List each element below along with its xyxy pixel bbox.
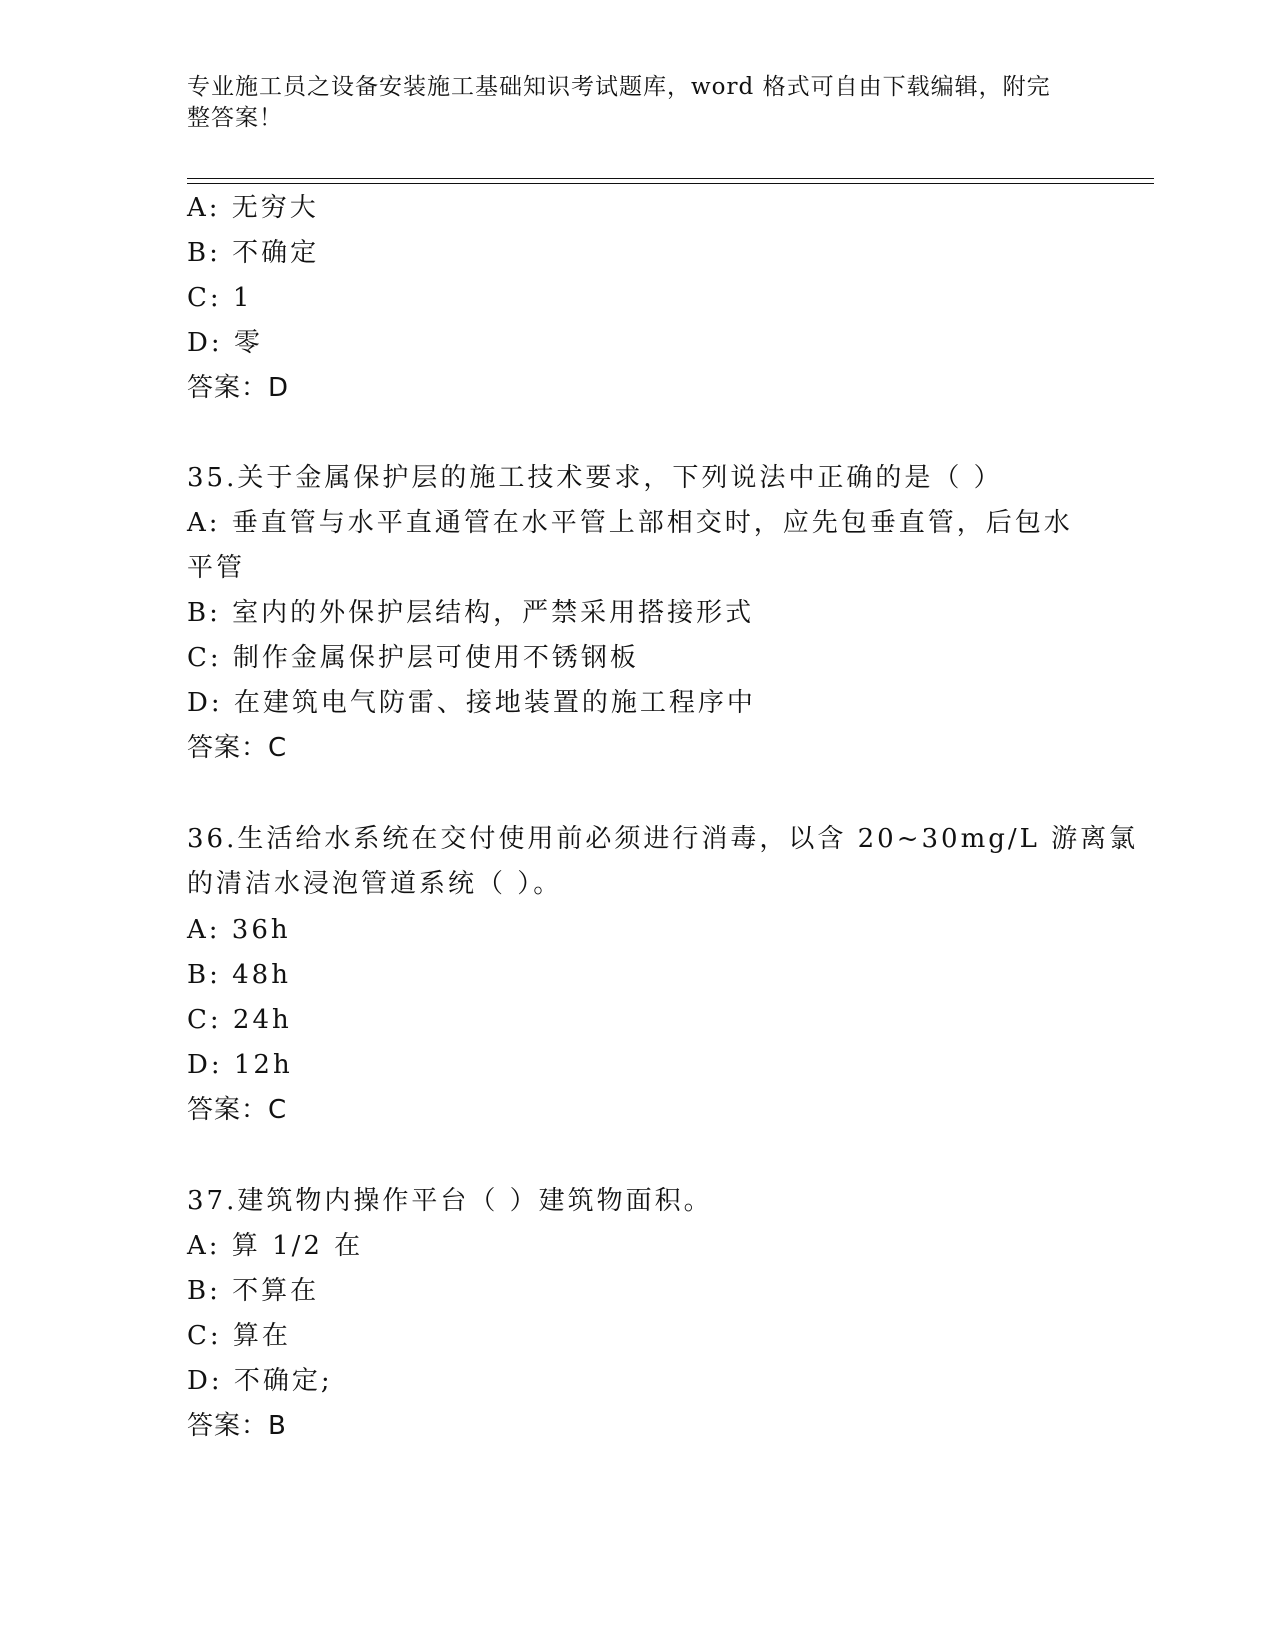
q37-question: 37.建筑物内操作平台（ ）建筑物面积。 <box>187 1186 713 1216</box>
q34-option-b: B: 不确定 <box>187 238 320 268</box>
q35-option-d: D: 在建筑电气防雷、接地装置的施工程序中 <box>187 688 756 718</box>
header-line-2: 整答案！ <box>187 105 283 131</box>
q34-option-d: D: 零 <box>187 328 263 358</box>
q37-option-b: B: 不算在 <box>187 1276 320 1306</box>
header-line-1: 专业施工员之设备安装施工基础知识考试题库，word 格式可自由下载编辑，附完 <box>187 74 1051 100</box>
header-divider-top <box>187 178 1154 179</box>
q35-option-b: B: 室内的外保护层结构，严禁采用搭接形式 <box>187 598 755 628</box>
document-header <box>187 72 1077 134</box>
q35-option-a-line1: A: 垂直管与水平直通管在水平管上部相交时，应先包垂直管，后包水 <box>187 508 1073 538</box>
q34-answer: 答案：D <box>187 373 290 403</box>
q36-question-line2: 的清洁水浸泡管道系统（ ）。 <box>187 869 563 899</box>
q34-option-c: C: 1 <box>187 283 253 313</box>
q36-question-line1: 36.生活给水系统在交付使用前必须进行消毒，以含 20~30mg/L 游离氯 <box>187 824 1139 854</box>
q36-answer: 答案：C <box>187 1095 288 1125</box>
q37-answer: 答案：B <box>187 1411 287 1441</box>
q36-option-b: B: 48h <box>187 960 291 990</box>
q35-question: 35.关于金属保护层的施工技术要求，下列说法中正确的是（ ） <box>187 463 1003 493</box>
q37-option-d: D: 不确定; <box>187 1366 333 1396</box>
q34-option-a: A: 无穷大 <box>187 193 319 223</box>
q36-option-a: A: 36h <box>187 915 291 945</box>
q36-option-d: D: 12h <box>187 1050 293 1080</box>
q36-option-c: C: 24h <box>187 1005 292 1035</box>
q35-option-c: C: 制作金属保护层可使用不锈钢板 <box>187 643 639 673</box>
q37-option-c: C: 算在 <box>187 1321 291 1351</box>
q37-option-a: A: 算 1/2 在 <box>187 1231 364 1261</box>
header-divider-bottom <box>187 183 1154 184</box>
q35-answer: 答案：C <box>187 733 288 763</box>
q35-option-a-line2: 平管 <box>187 553 246 583</box>
